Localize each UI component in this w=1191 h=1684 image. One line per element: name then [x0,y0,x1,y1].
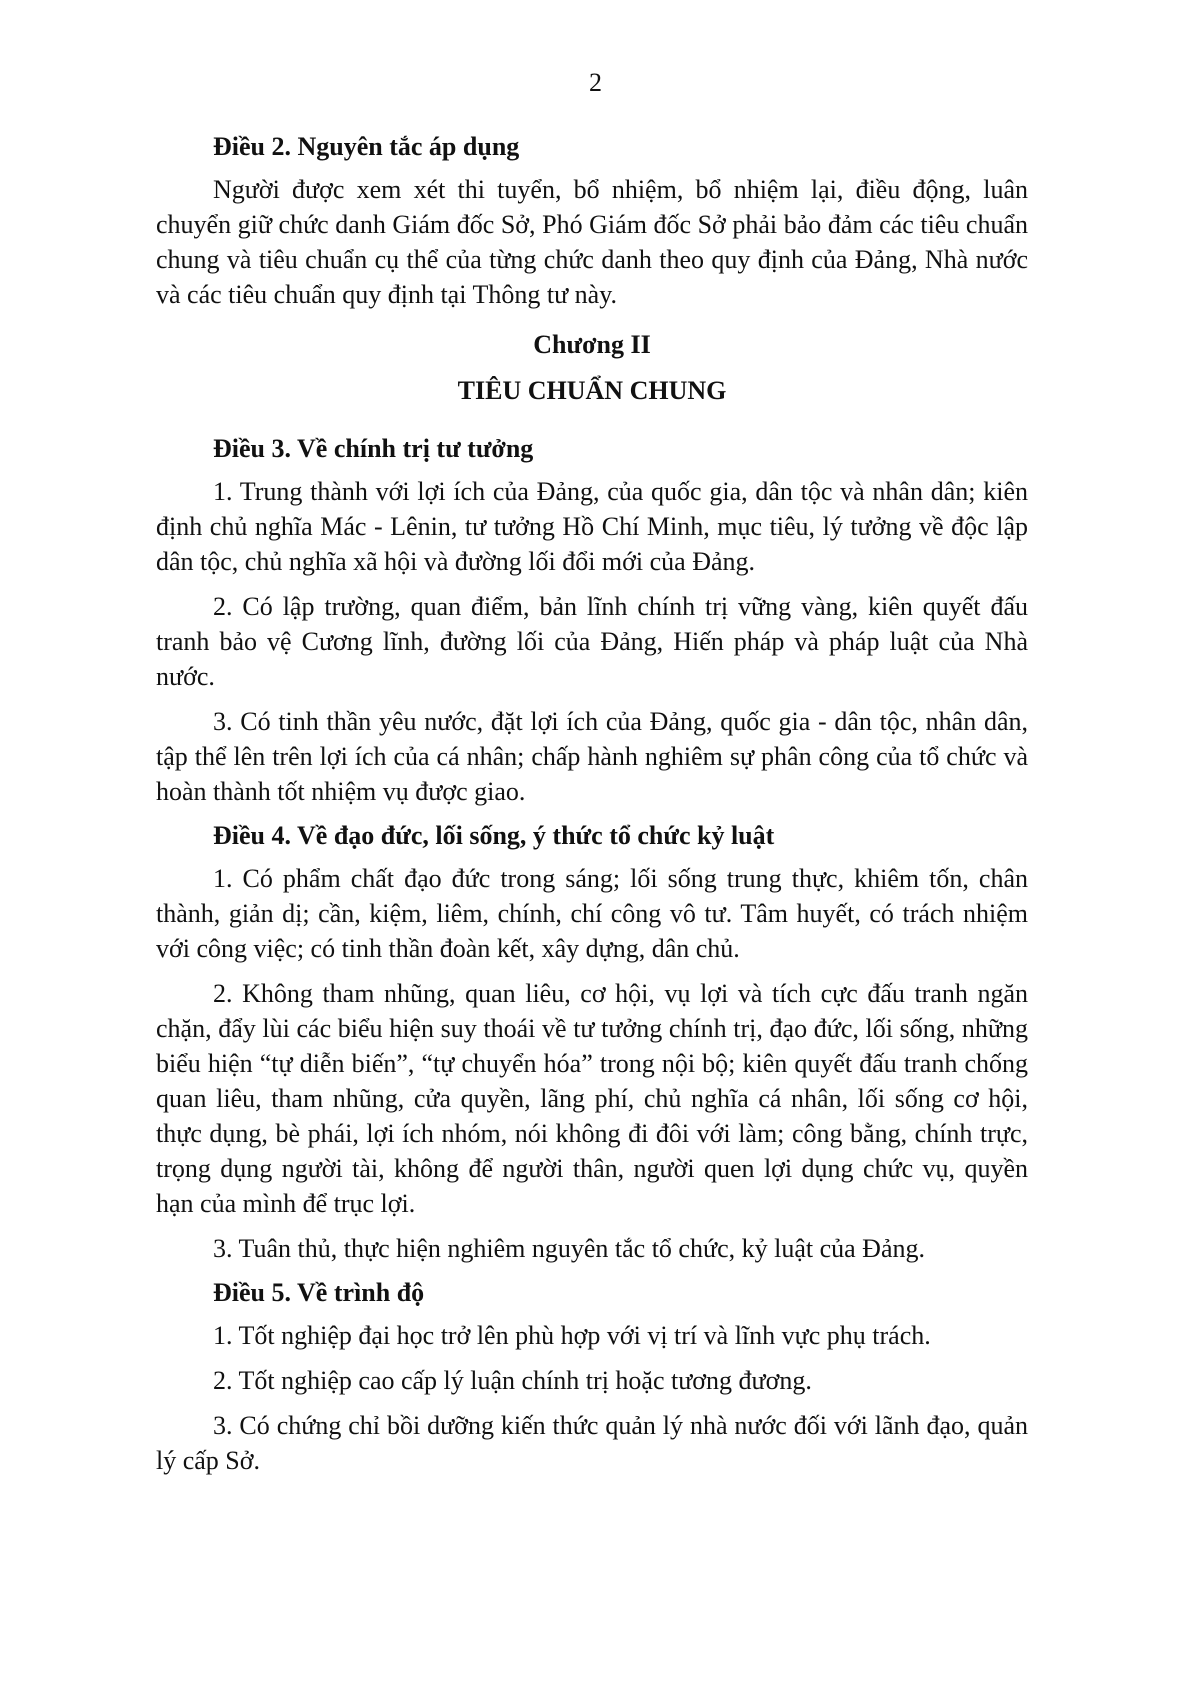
article-paragraph: 3. Có tinh thần yêu nước, đặt lợi ích của Đảng, quốc gia - dân tộc, nhân dân, tập thể lên trên lợi ích của cá nhân; chấp hành nghiêm sự phân công của tổ chức và hoàn thành tốt nhiệm vụ được giao. [156,707,1028,806]
article-5 [156,1276,1028,1478]
article-heading: Điều 2. Nguyên tắc áp dụng [213,132,520,161]
article-heading: Điều 4. Về đạo đức, lối sống, ý thức tổ chức kỷ luật [213,821,775,850]
article-paragraph: 2. Không tham nhũng, quan liêu, cơ hội, vụ lợi và tích cực đấu tranh ngăn chặn, đẩy lùi các biểu hiện suy thoái về tư tưởng chính trị, đạo đức, lối sống, những biểu hiện “tự diễn biến”, “tự chuyển hóa” trong nội bộ; kiên quyết đấu tranh chống quan liêu, tham nhũng, cửa quyền, lãng phí, chủ nghĩa cá nhân, lối sống cơ hội, thực dụng, bè phái, lợi ích nhóm, nói không đi đôi với làm; công bằng, chính trực, trọng dụng người tài, không để người thân, người quen lợi dụng chức vụ, quyền hạn của mình để trục lợi. [156,979,1028,1218]
article-3 [156,432,1028,809]
article-paragraph: 3. Có chứng chỉ bồi dưỡng kiến thức quản lý nhà nước đối với lãnh đạo, quản lý cấp Sở. [156,1411,1028,1475]
chapter-header [156,328,1028,408]
article-paragraph: 1. Tốt nghiệp đại học trở lên phù hợp với vị trí và lĩnh vực phụ trách. [213,1321,931,1350]
article-heading: Điều 5. Về trình độ [213,1278,425,1307]
article-paragraph: 2. Có lập trường, quan điểm, bản lĩnh chính trị vững vàng, kiên quyết đấu tranh bảo vệ Cương lĩnh, đường lối của Đảng, Hiến pháp và pháp luật của Nhà nước. [156,592,1028,691]
article-paragraph: 1. Có phẩm chất đạo đức trong sáng; lối sống trung thực, khiêm tốn, chân thành, giản dị; cần, kiệm, liêm, chính, chí công vô tư. Tâm huyết, có trách nhiệm với công việc; có tinh thần đoàn kết, xây dựng, dân chủ. [156,864,1028,963]
article-2 [156,130,1028,312]
chapter-title: TIÊU CHUẨN CHUNG [457,376,727,405]
page-number: 2 [589,68,602,97]
article-paragraph: 2. Tốt nghiệp cao cấp lý luận chính trị hoặc tương đương. [213,1366,812,1395]
article-heading: Điều 3. Về chính trị tư tưởng [213,434,534,463]
article-paragraph: 3. Tuân thủ, thực hiện nghiêm nguyên tắc tổ chức, kỷ luật của Đảng. [213,1234,925,1263]
article-paragraph: Người được xem xét thi tuyển, bổ nhiệm, bổ nhiệm lại, điều động, luân chuyển giữ chức danh Giám đốc Sở, Phó Giám đốc Sở phải bảo đảm các tiêu chuẩn chung và tiêu chuẩn cụ thể của từng chức danh theo quy định của Đảng, Nhà nước và các tiêu chuẩn quy định tại Thông tư này. [156,175,1028,309]
article-4 [156,819,1028,1266]
chapter-label: Chương II [533,330,651,359]
article-paragraph: 1. Trung thành với lợi ích của Đảng, của quốc gia, dân tộc và nhân dân; kiên định chủ nghĩa Mác - Lênin, tư tưởng Hồ Chí Minh, mục tiêu, lý tưởng về độc lập dân tộc, chủ nghĩa xã hội và đường lối đổi mới của Đảng. [156,477,1028,576]
document-body [156,130,1028,1488]
